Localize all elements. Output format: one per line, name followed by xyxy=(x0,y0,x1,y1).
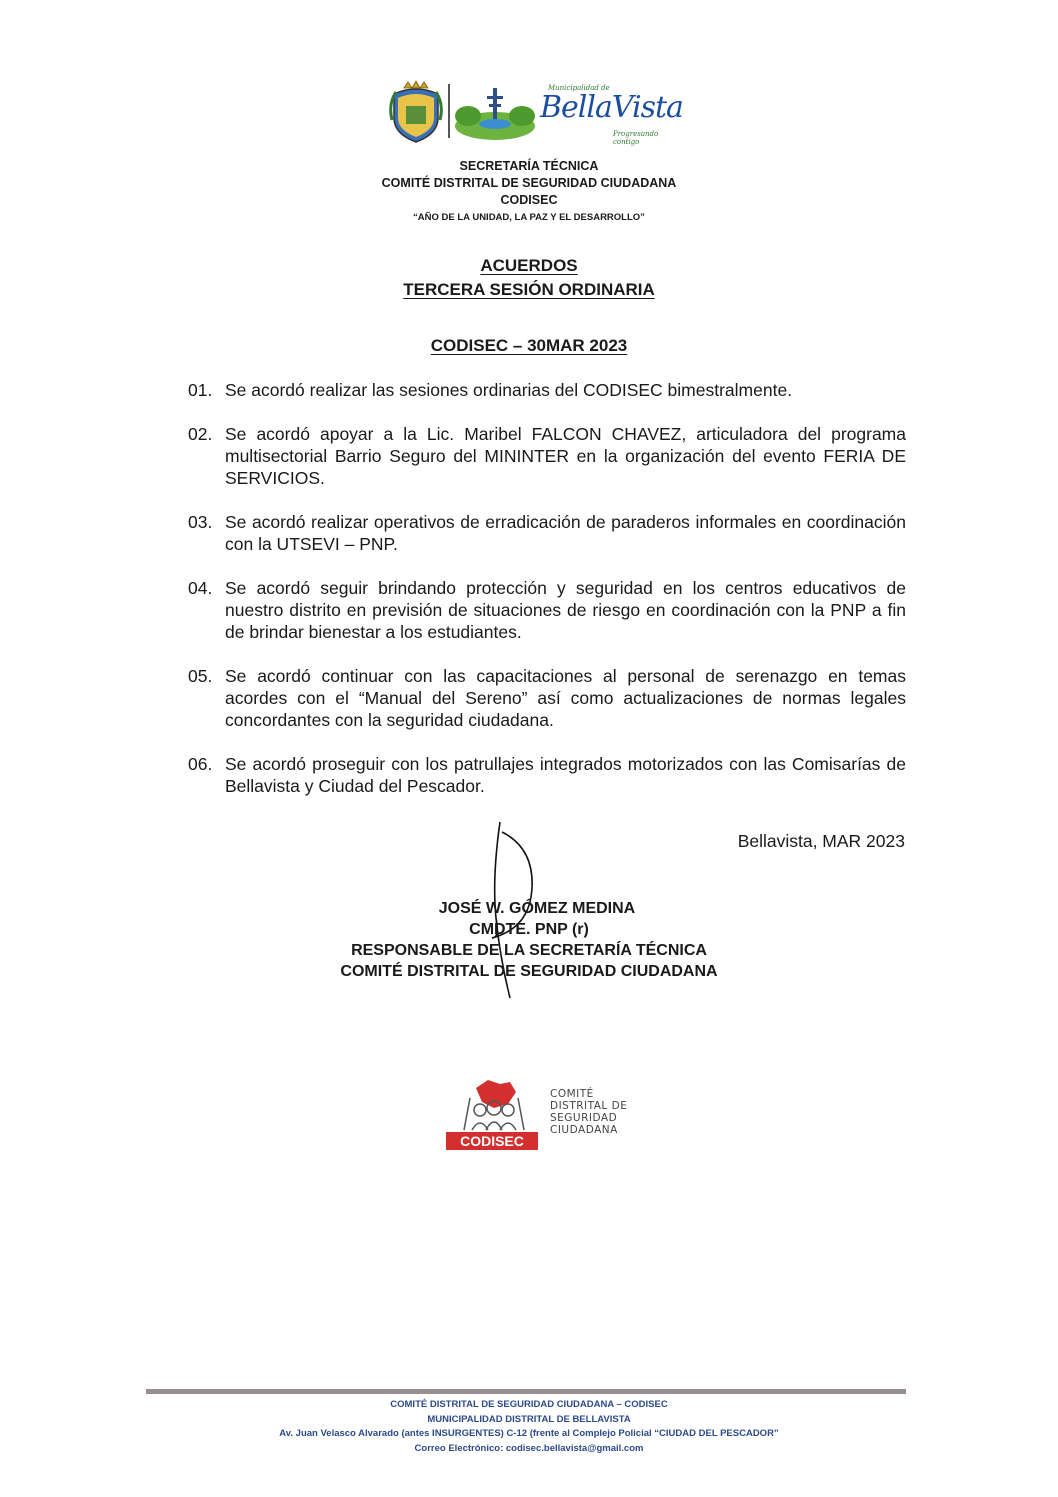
list-item xyxy=(188,511,906,555)
list-item xyxy=(188,665,906,731)
item-text: Se acordó seguir brindando protección y seguridad en los centros educativos de nuestro distrito en previsión de situaciones de riesgo en coordinación con la PNP a fin de brindar bienestar a los estudiantes. xyxy=(225,578,906,642)
agreements-list xyxy=(188,379,906,819)
letterhead-line: SECRETARÍA TÉCNICA xyxy=(459,159,599,173)
footer-email: Correo Electrónico: codisec.bellavista@gmail.com xyxy=(414,1442,644,1454)
list-item xyxy=(188,423,906,489)
logo-tagline: Progresando contigo xyxy=(613,130,659,146)
codisec-logo-line: CIUDADANA xyxy=(550,1124,618,1136)
codisec-logo-line: SEGURIDAD xyxy=(550,1112,618,1124)
signature-block xyxy=(0,898,1058,982)
document-title xyxy=(0,254,1058,358)
logo-brand-text: BellaVista xyxy=(540,90,683,125)
date-line: Bellavista, MAR 2023 xyxy=(737,831,905,851)
header-logos xyxy=(388,78,683,146)
signatory-role: RESPONSABLE DE LA SECRETARÍA TÉCNICA xyxy=(351,942,707,959)
park-monument-icon xyxy=(454,82,536,142)
footer-address: Av. Juan Velasco Alvarado (antes INSURGENTES) C-12 (frente al Complejo Policial “CIUDAD DEL PESCADOR” xyxy=(279,1428,779,1439)
title-line: TERCERA SESIÓN ORDINARIA xyxy=(403,280,655,299)
item-number: 03. xyxy=(188,512,213,532)
codisec-logo xyxy=(446,1078,646,1154)
logo-municipality-label: Municipalidad de xyxy=(548,84,610,92)
codisec-logo-line: COMITÉ xyxy=(550,1088,594,1100)
codisec-logo-line: DISTRITAL DE xyxy=(550,1100,628,1112)
signatory-rank: CMDTE. PNP (r) xyxy=(469,921,589,938)
signatory-name: JOSÉ W. GÓMEZ MEDINA xyxy=(438,900,636,917)
list-item xyxy=(188,379,906,401)
item-number: 06. xyxy=(188,754,213,774)
district-shield-icon xyxy=(388,80,444,144)
item-text: Se acordó continuar con las capacitaciones al personal de serenazgo en temas acordes con el “Manual del Sereno” así como actualizaciones de normas legales concordantes con la seguridad ciudadana. xyxy=(225,666,906,730)
item-text: Se acordó realizar operativos de erradicación de paraderos informales en coordinación con la UTSEVI – PNP. xyxy=(225,512,906,554)
signatory-org: COMITÉ DISTRITAL DE SEGURIDAD CIUDADANA xyxy=(340,963,718,980)
codisec-map-people-icon xyxy=(454,1078,534,1132)
item-number: 04. xyxy=(188,578,213,598)
codisec-badge: CODISEC xyxy=(446,1132,538,1150)
list-item xyxy=(188,753,906,797)
item-number: 01. xyxy=(188,380,213,400)
item-number: 05. xyxy=(188,666,213,686)
letterhead xyxy=(0,158,1058,226)
letterhead-line: COMITÉ DISTRITAL DE SEGURIDAD CIUDADANA xyxy=(381,176,677,190)
item-text: Se acordó apoyar a la Lic. Maribel FALCON CHAVEZ, articuladora del programa multisectorial Barrio Seguro del MININTER en la organización del evento FERIA DE SERVICIOS. xyxy=(225,424,906,488)
letterhead-line: CODISEC xyxy=(500,193,558,207)
footer-divider xyxy=(146,1389,906,1394)
year-motto: “AÑO DE LA UNIDAD, LA PAZ Y EL DESARROLLO” xyxy=(413,212,645,223)
footer-line: MUNICIPALIDAD DISTRITAL DE BELLAVISTA xyxy=(427,1413,631,1425)
item-text: Se acordó realizar las sesiones ordinarias del CODISEC bimestralmente. xyxy=(225,380,793,400)
title-session-date: CODISEC – 30MAR 2023 xyxy=(430,336,628,355)
footer xyxy=(0,1398,1058,1456)
item-number: 02. xyxy=(188,424,213,444)
codisec-logo-text xyxy=(550,1088,627,1136)
footer-line: COMITÉ DISTRITAL DE SEGURIDAD CIUDADANA – CODISEC xyxy=(390,1399,668,1410)
logo-separator xyxy=(448,84,450,138)
list-item xyxy=(188,577,906,643)
title-line: ACUERDOS xyxy=(480,256,578,275)
item-text: Se acordó proseguir con los patrullajes integrados motorizados con las Comisarías de Bellavista y Ciudad del Pescador. xyxy=(225,754,906,796)
